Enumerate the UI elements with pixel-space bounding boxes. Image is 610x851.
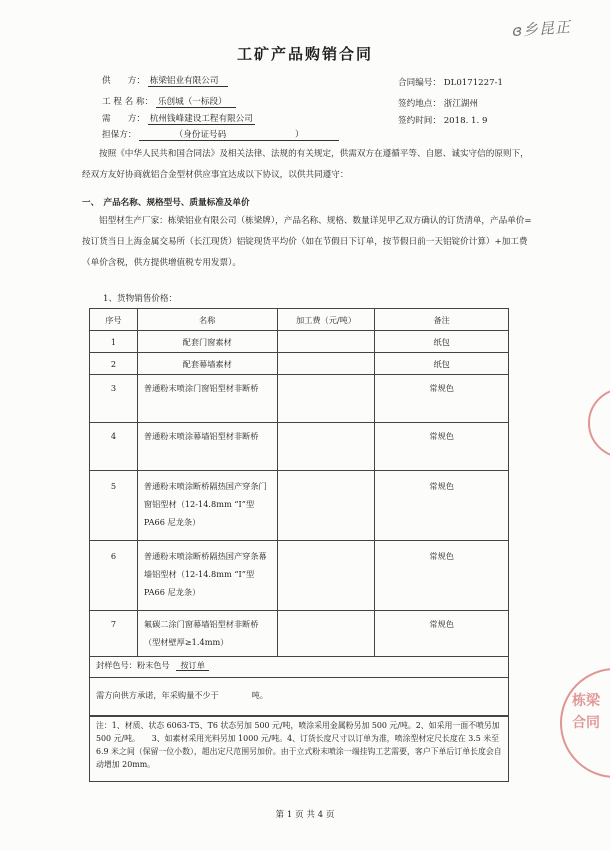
guarantor-value: （身份证号码 ） — [139, 128, 339, 141]
notes-text: 注：1、材质、状态 6063-T5、T6 状态另加 500 元/吨，喷涂采用金属粉另加 500 元/吨。2、如采用一面不喷另加 500 元/吨。 3、如素材采用光料另加 1000 元/吨。4、订货长度尺寸以订单为准，喷涂型材定尺长度在 3.5 米至 6.9 米之间（保留一位小数），超出定尺范围另加价。由于立式粉末喷涂一端挂钩工艺需要，客户下单后订单长度会自动增加 20mm。 — [96, 721, 502, 769]
row-name: 配套幕墙素材 — [137, 353, 277, 375]
row-remark: 纸包 — [375, 331, 509, 353]
contract-no-value: DL0171227-1 — [443, 78, 503, 88]
row-no: 6 — [90, 541, 138, 611]
seal-stamp-lower — [560, 668, 610, 778]
table-row — [90, 353, 509, 375]
buyer-row — [102, 112, 255, 125]
row-name: 普通粉末喷涂门窗铝型材非断桥 — [137, 375, 277, 423]
row-name: 普通粉末喷涂断桥隔热国产穿条幕墙铝型材（12-14.8mm “I”型 PA66 尼龙条） — [137, 541, 277, 611]
commitment-text: 需方向供方承诺，年采购量不少于 吨。 — [96, 690, 268, 700]
row-name: 配套门窗素材 — [137, 331, 277, 353]
row-no: 3 — [90, 375, 138, 423]
sign-place-row — [398, 97, 478, 109]
row-no: 4 — [90, 423, 138, 471]
color-sample-value: 按订单 — [176, 660, 209, 671]
price-table — [89, 308, 509, 657]
header-remark: 备注 — [375, 309, 509, 331]
buyer-label: 需 方： — [102, 114, 145, 124]
table-row — [90, 375, 509, 423]
row-remark: 常规色 — [375, 611, 509, 657]
row-fee — [277, 423, 375, 471]
project-row — [102, 95, 236, 108]
row-no: 2 — [90, 353, 138, 375]
sign-time-row — [398, 114, 487, 126]
sign-place-label: 签约地点： — [398, 99, 441, 109]
header-name: 名称 — [137, 309, 277, 331]
row-no: 5 — [90, 471, 138, 541]
buyer-value: 杭州钱峰建设工程有限公司 — [149, 114, 253, 124]
sign-time-value: 2018. 1. 9 — [443, 116, 488, 126]
sign-place-value: 浙江湖州 — [443, 99, 479, 109]
row-remark: 常规色 — [375, 423, 509, 471]
row-fee — [277, 541, 375, 611]
commitment-row — [89, 678, 509, 716]
supplier-row — [102, 74, 228, 87]
row-fee — [277, 611, 375, 657]
color-sample-row — [89, 652, 509, 678]
guarantor-row — [102, 128, 339, 141]
row-name: 氟碳二涂门窗幕墙铝型材非断桥（型材壁厚≥1.4mm） — [137, 611, 277, 657]
row-fee — [277, 331, 375, 353]
contract-no-row — [398, 76, 503, 88]
color-sample-label: 封样色号：粉末色号 — [96, 660, 170, 670]
header-no: 序号 — [90, 309, 138, 331]
page-number: 第 1 页 共 4 页 — [275, 810, 335, 820]
table-row — [90, 423, 509, 471]
notes-box — [89, 716, 509, 782]
row-remark: 常规色 — [375, 541, 509, 611]
row-no: 1 — [90, 331, 138, 353]
table-row — [90, 541, 509, 611]
row-remark: 常规色 — [375, 375, 509, 423]
row-fee — [277, 375, 375, 423]
table-row — [90, 611, 509, 657]
contract-no-label: 合同编号： — [398, 78, 441, 88]
seal-stamp-upper — [588, 388, 610, 458]
supplier-label: 供 方： — [102, 76, 145, 86]
row-remark: 常规色 — [375, 471, 509, 541]
project-label: 工 程 名 称： — [102, 97, 154, 107]
table-row — [90, 471, 509, 541]
header-fee: 加工费（元/吨） — [277, 309, 375, 331]
intro-text: 按照《中华人民共和国合同法》及相关法律、法规的有关规定，供需双方在遵循平等、自愿、诚实守信的原则下，经双方友好协商就铝合金型材供应事宜达成以下协议，以供共同遵守： — [82, 149, 529, 180]
supplier-value: 栋梁铝业有限公司 — [148, 74, 228, 87]
section-1-text: 铝型材生产厂家：栋梁铝业有限公司（栋梁牌），产品名称、规格、数量详见甲乙双方确认的订货清单，产品单价=按订货当日上海金属交易所（长江现货）铝锭现货平均价（如在节假日下订单，按节假日前一天铝锭价计算）+加工费（单价含税，供方提供增值税专用发票）。 — [82, 216, 532, 268]
handwritten-note: ɞ乡昆正 — [511, 17, 572, 41]
price-list-title: 1、货物销售价格： — [103, 294, 178, 304]
row-name: 普通粉末喷涂断桥隔热国产穿条门窗铝型材（12-14.8mm “I”型 PA66 尼龙条） — [137, 471, 277, 541]
section-1-title: 一、 产品名称、规格型号、质量标准及单价 — [82, 198, 250, 208]
section-1-paragraph — [82, 211, 532, 274]
seal-text-1: 栋梁 — [572, 693, 600, 709]
seal-text-2: 合同 — [572, 715, 600, 731]
row-fee — [277, 471, 375, 541]
intro-paragraph — [82, 144, 532, 186]
table-header-row — [90, 309, 509, 331]
project-value: 乐创城（一标段） — [156, 95, 236, 108]
row-remark: 纸包 — [375, 353, 509, 375]
guarantor-label: 担保方： — [102, 130, 137, 140]
sign-time-label: 签约时间： — [398, 116, 441, 126]
table-row — [90, 331, 509, 353]
contract-title: 工矿产品购销合同 — [236, 45, 373, 63]
row-fee — [277, 353, 375, 375]
row-name: 普通粉末喷涂幕墙铝型材非断桥 — [137, 423, 277, 471]
row-no: 7 — [90, 611, 138, 657]
